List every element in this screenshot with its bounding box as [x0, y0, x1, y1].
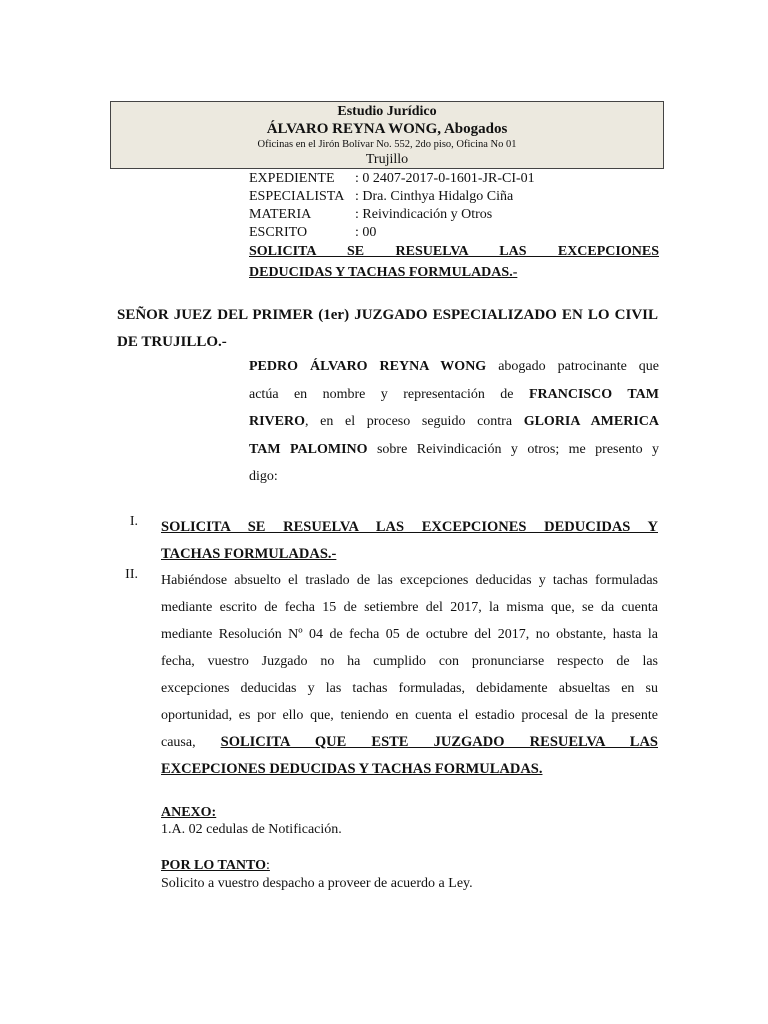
sumilla-line-1: SOLICITA SE RESUELVA LAS EXCEPCIONES [249, 244, 659, 259]
case-label: ESCRITO [249, 225, 308, 240]
firm-name: Estudio Jurídico [337, 104, 437, 119]
intro-paragraph [249, 353, 659, 491]
case-label: MATERIA [249, 207, 312, 222]
section-2-request: SOLICITA QUE ESTE JUZGADO RESUELVA LAS [220, 734, 658, 750]
office-address: Oficinas en el Jirón Bolívar No. 552, 2do piso, Oficina No 01 [257, 139, 517, 150]
case-row-materia [249, 206, 659, 224]
addressee-line-1: SEÑOR JUEZ DEL PRIMER (1er) JUZGADO ESPECIALIZADO EN LO CIVIL [117, 307, 658, 323]
section-2-line: mediante Resolución Nº 04 de fecha 05 de octubre del 2017, no obstante, hasta la [161, 627, 658, 642]
case-row-expediente [249, 170, 659, 188]
sumilla [249, 241, 659, 283]
addressee-line-2: DE TRUJILLO.- [117, 334, 227, 350]
section-2-line: fecha, vuestro Juzgado no ha cumplido con pronunciarse respecto de las [161, 654, 658, 669]
intro-line [249, 381, 659, 409]
case-value: : Dra. Cinthya Hidalgo Ciña [355, 189, 514, 204]
section-number: I. [129, 514, 138, 529]
client-name-cont: RIVERO [249, 414, 306, 429]
intro-text: digo: [249, 469, 278, 484]
opponent-name-cont: TAM PALOMINO [249, 441, 368, 457]
section-2-text: causa, [161, 735, 196, 750]
section-2-line: excepciones deducidas y las tachas formuladas, debidamente absueltas en su [161, 681, 658, 696]
letterhead-box [110, 101, 664, 169]
por-lo-tanto-text: Solicito a vuestro despacho a proveer de acuerdo a Ley. [161, 876, 473, 891]
section-1-title-line-2: TACHAS FORMULADAS.- [161, 546, 337, 562]
office-city: Trujillo [365, 152, 409, 167]
por-lo-tanto-colon: : [266, 858, 270, 873]
por-lo-tanto-title [161, 858, 270, 874]
sumilla-line-2: DEDUCIDAS Y TACHAS FORMULADAS.- [249, 265, 518, 280]
section-number: II. [125, 567, 138, 582]
opponent-name: GLORIA AMERICA [523, 414, 660, 429]
lawyers-name: ÁLVARO REYNA WONG, Abogados [266, 121, 508, 137]
section-2-line [161, 729, 658, 756]
case-label: EXPEDIENTE [249, 171, 335, 186]
section-1-body [161, 514, 658, 568]
client-name: FRANCISCO TAM [528, 386, 659, 402]
intro-line [249, 463, 659, 491]
intro-text: sobre Reivindicación y otros; me presento y [376, 441, 660, 457]
section-2-request-cont: EXCEPCIONES DEDUCIDAS Y TACHAS FORMULADAS. [161, 761, 543, 777]
section-2-body [161, 567, 658, 783]
intro-text: abogado patrocinante que [498, 359, 660, 374]
case-label: ESPECIALISTA [249, 189, 345, 204]
intro-line [249, 408, 659, 436]
section-2-line: mediante escrito de fecha 15 de setiembre del 2017, la misma que, se da cuenta [161, 600, 658, 615]
intro-text: actúa en nombre y representación de [249, 386, 514, 402]
case-info [249, 170, 659, 242]
section-1-title-line-1: SOLICITA SE RESUELVA LAS EXCEPCIONES DEDUCIDAS Y [161, 519, 658, 535]
intro-line [249, 436, 659, 464]
intro-line [249, 353, 659, 381]
intro-text: , en el proceso seguido contra [305, 414, 513, 429]
case-row-especialista [249, 188, 659, 206]
anexo-title: ANEXO: [161, 805, 217, 820]
case-value: : Reivindicación y Otros [355, 207, 493, 222]
por-lo-tanto-label: POR LO TANTO [161, 858, 267, 873]
case-value: : 00 [355, 225, 377, 240]
anexo-item: 1.A. 02 cedulas de Notificación. [161, 822, 342, 837]
section-2-line: Habiéndose absuelto el traslado de las excepciones deducidas y tachas formuladas [161, 573, 658, 588]
case-value: : 0 2407-2017-0-1601-JR-CI-01 [355, 171, 535, 186]
section-2-line: oportunidad, es por ello que, teniendo en cuenta el estadio procesal de la presente [161, 708, 658, 723]
case-row-escrito [249, 224, 659, 242]
lawyer-name: PEDRO ÁLVARO REYNA WONG [249, 359, 487, 374]
addressee [117, 302, 658, 356]
